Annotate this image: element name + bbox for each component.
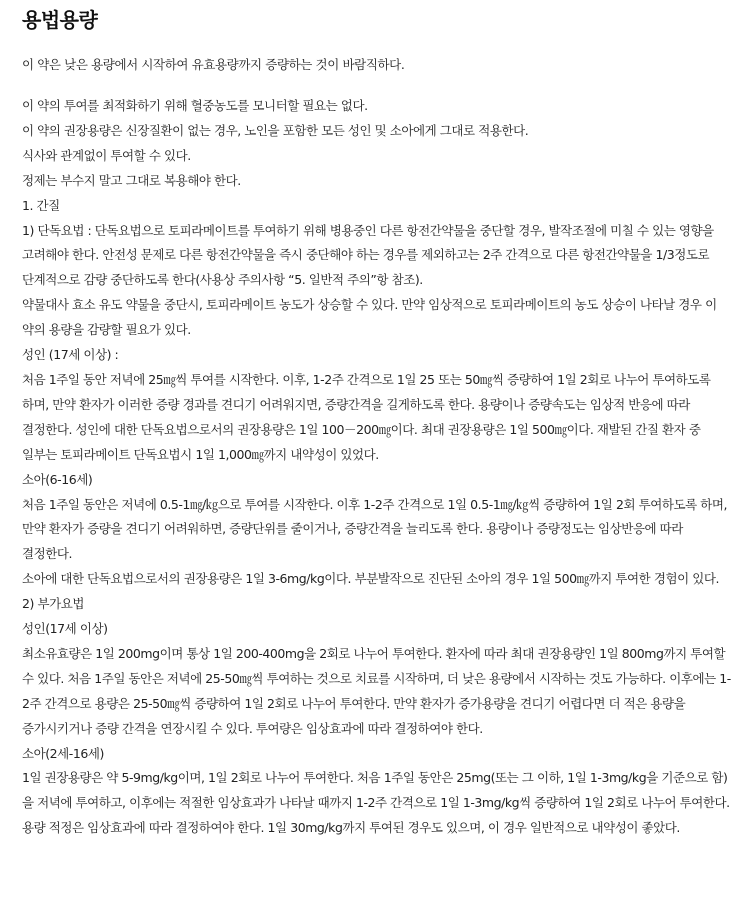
paragraph-tablet: 정제는 부수지 말고 그대로 복용해야 한다. [22,172,241,188]
paragraph-dose-applicability: 이 약의 권장용량은 신장질환이 없는 경우, 노인을 포함한 모든 성인 및 소아에게 그대로 적용한다. [22,122,529,138]
paragraph-adult-adjunctive: 최소유효량은 1일 200mg이며 통상 1일 200-400mg을 2회로 나누어 투여한다. 환자에 따라 최대 권장용량인 1일 800mg까지 투여할 수 있다. 처음 1주일 동안은 저녁에 25-50㎎씩 투여하는 것으로 치료를 시작하며, 더 낮은 용량에서 시작하는 것도 가능하다. 이후에는 1-2주 간격으로 용량은 25-50㎎씩 증량하여 1일 2회로 나누어 투여한다. 만약 환자가 증가용량을 견디기 어렵다면 더 적은 용량을 증가시키거나 증량 간격을 연장시킬 수 있다. 투여량은 임상효과에 따라 결정하여야 한다. [22,645,731,736]
subheading-adult-monotherapy: 성인 (17세 이상) : [22,347,119,363]
section-heading-epilepsy: 1. 간질 [22,197,60,213]
paragraph-food: 식사와 관계없이 투여할 수 있다. [22,147,191,163]
paragraph-enzyme-inducer: 약물대사 효소 유도 약물을 중단시, 토피라메이트 농도가 상승할 수 있다. 만약 임상적으로 토피라메이트의 농도 상승이 나타날 경우 이 약의 용량을 감량할 필요가 있다. [22,297,717,338]
paragraph-child-monotherapy: 처음 1주일 동안은 저녁에 0.5-1㎎/㎏으로 투여를 시작한다. 이후 1-2주 간격으로 1일 0.5-1㎎/㎏씩 증량하여 1일 2회 투여하도록 하며, 만약 환자가 증량을 견디기 어려워하면, 증량단위를 줄이거나, 증량간격을 늘리도록 한다. 용량이나 증량정도는 임상반응에 따라 결정한다. [22,496,728,562]
paragraph-child-recommended-dose: 소아에 대한 단독요법으로서의 권장용량은 1일 3-6mg/kg이다. 부분발작으로 진단된 소아의 경우 1일 500㎎까지 투여한 경험이 있다. [22,571,720,587]
subheading-child-adjunctive: 소아(2세-16세) [22,745,104,761]
paragraph-monitoring: 이 약의 투여를 최적화하기 위해 혈중농도를 모니터할 필요는 없다. [22,98,368,113]
document-body [22,94,734,841]
subheading-adult-adjunctive: 성인(17세 이상) [22,621,108,637]
paragraph-adult-monotherapy: 처음 1주일 동안 저녁에 25㎎씩 투여를 시작한다. 이후, 1-2주 간격으로 1일 25 또는 50㎎씩 증량하여 1일 2회로 나누어 투여하도록 하며, 만약 환자가 이러한 증량 경과를 견디기 어려워지면, 증량간격을 길게하도록 한다. 용량이나 증량속도는 임상적 반응에 따라 결정한다. 성인에 대한 단독요법으로서의 권장용량은 1일 100－200㎎이다. 최대 권장용량은 1일 500㎎이다. 재발된 간질 환자 중 일부는 토피라메이트 단독요법시 1일 1,000㎎까지 내약성이 있었다. [22,371,711,462]
paragraph-monotherapy: 1) 단독요법 : 단독요법으로 토피라메이트를 투여하기 위해 병용중인 다른 항전간약물을 중단할 경우, 발작조절에 미칠 수 있는 영향을 고려해야 한다. 안전성 문제로 다른 항전간약물을 즉시 중단해야 하는 경우를 제외하고는 2주 간격으로 다른 항전간약물을 1/3정도로 단계적으로 감량 중단하도록 한다(사용상 주의사항 “5. 일반적 주의”항 참조). [22,222,714,288]
section-heading-adjunctive: 2) 부가요법 [22,596,84,612]
paragraph-child-adjunctive: 1일 권장용량은 약 5-9mg/kg이며, 1일 2회로 나누어 투여한다. 처음 1주일 동안은 25mg(또는 그 이하, 1일 1-3mg/kg을 기준으로 함)을 저녁에 투여하고, 이후에는 적절한 임상효과가 나타날 때까지 1-2주 간격으로 1일 1-3mg/kg씩 증량하여 1일 2회로 나누어 투여한다. 용량 적정은 임상효과에 따라 결정하여야 한다. 1일 30mg/kg까지 투여된 경우도 있으며, 이 경우 일반적으로 내약성이 좋았다. [22,770,730,836]
subheading-child-monotherapy: 소아(6-16세) [22,471,93,487]
page-title: 용법용량 [22,8,98,32]
intro-text: 이 약은 낮은 용량에서 시작하여 유효용량까지 증량하는 것이 바람직하다. [22,57,405,72]
